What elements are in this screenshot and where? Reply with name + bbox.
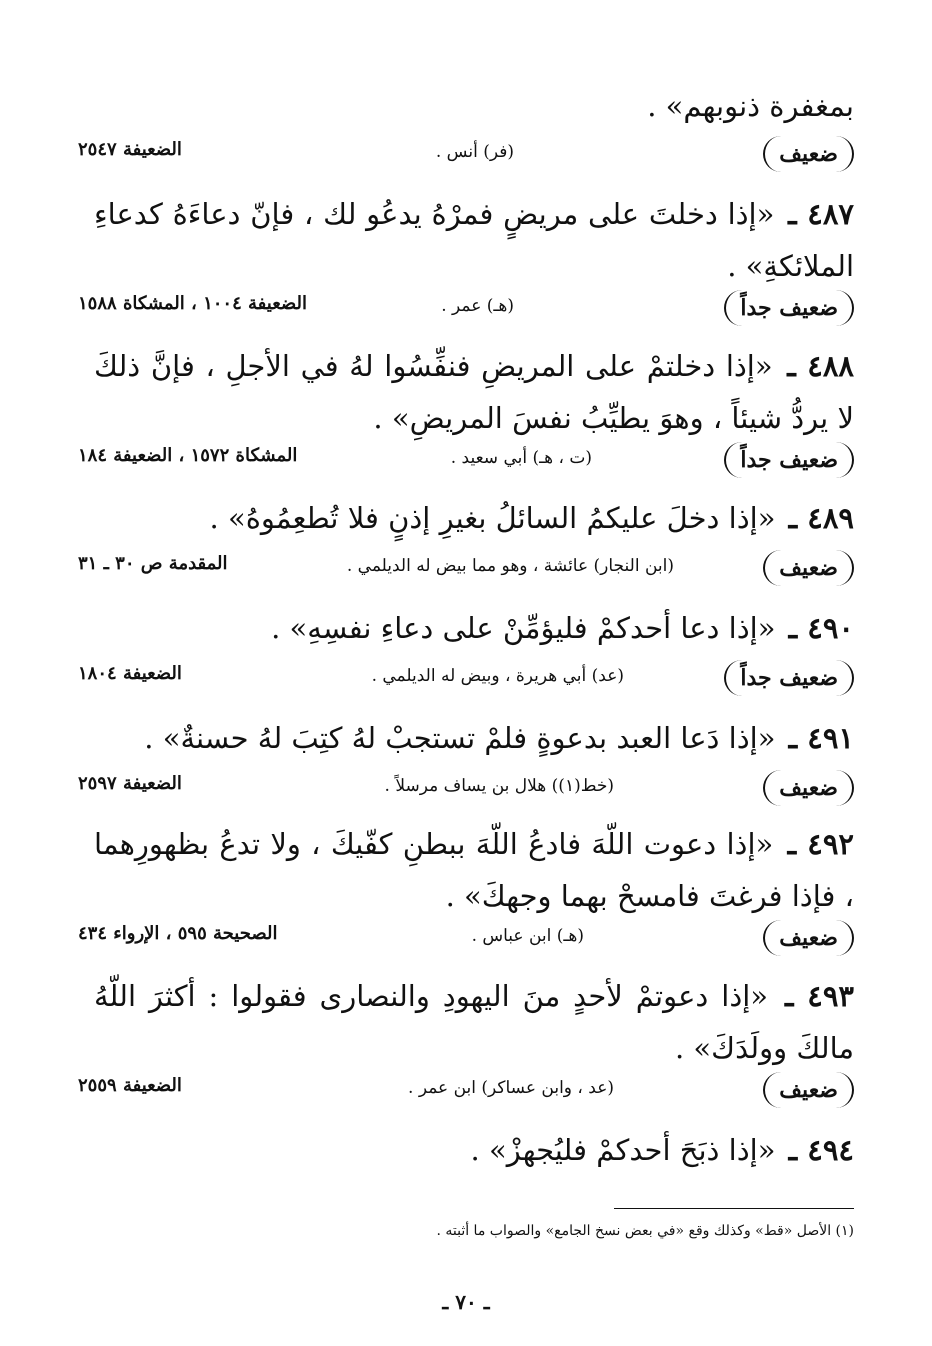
reference-label: الضعيفة ٢٥٥٩	[78, 1075, 182, 1096]
hadith-494	[94, 1124, 854, 1176]
footnote-divider	[614, 1208, 854, 1209]
grade-label: ضعيف	[763, 1072, 854, 1108]
entry-meta	[78, 136, 854, 176]
hadith-491	[94, 712, 854, 764]
hadith-number: ٤٨٨ ـ	[787, 349, 854, 383]
source-label: (عد ، وابن عساكر) ابن عمر .	[408, 1078, 614, 1098]
grade-label: ضعيف جداً	[724, 290, 854, 326]
hadith-text: «إذا دعوت اللّهَ فادعُ اللّهَ ببطنِ كفّيكَ ، ولا تدعُ بظهورِهما ، فإذا فرغتَ فامسحْ بهما وجهكَ» .	[94, 827, 854, 913]
source-label: (خط(١)) هلال بن يساف مرسلاً .	[384, 776, 614, 796]
source-label: (هـ) عمر .	[441, 296, 514, 316]
hadith-number: ٤٩١ ـ	[788, 721, 854, 755]
hadith-number: ٤٨٧ ـ	[788, 197, 855, 231]
footnote: (١) الأصل «قط» وكذلك وقع «في بعض نسخ الجامع» والصواب ما أثبته .	[436, 1223, 854, 1239]
reference-label: الضعيفة ٢٥٩٧	[78, 773, 182, 794]
grade-label: ضعيف جداً	[724, 442, 854, 478]
source-label: (ابن النجار) عائشة ، وهو مما بيض له الديلمي .	[346, 556, 674, 576]
hadith-487	[94, 188, 854, 292]
entry-meta	[78, 550, 854, 590]
hadith-493	[94, 970, 854, 1074]
reference-label: المشكاة ١٥٧٢ ، الضعيفة ١٨٤	[78, 445, 298, 466]
entry-meta	[78, 290, 854, 330]
entry-meta	[78, 660, 854, 700]
reference-label: الضعيفة ١٠٠٤ ، المشكاة ١٥٨٨	[78, 293, 307, 314]
hadith-text: «إذا ذبَحَ أحدكمْ فليُجهزْ» .	[470, 1133, 776, 1167]
reference-label: المقدمة ص ٣٠ ـ ٣١	[78, 553, 228, 574]
opening-line: بمغفرة ذنوبهم» .	[647, 89, 854, 123]
hadith-488	[94, 340, 854, 444]
hadith-490	[94, 602, 854, 654]
hadith-text: «إذا دخلتَ على مريضٍ فمرْهُ يدعُو لك ، فإنّ دعاءَهُ كدعاءِ الملائكةِ» .	[94, 197, 854, 283]
hadith-number: ٤٩٢ ـ	[787, 827, 855, 861]
hadith-text: «إذا دخلَ عليكمُ السائلُ بغيرِ إذنٍ فلا تُطعِمُوهُ» .	[209, 501, 776, 535]
reference-label: الضعيفة ١٨٠٤	[78, 663, 182, 684]
grade-label: ضعيف	[763, 770, 854, 806]
hadith-text: «إذا دعوتمْ لأحدٍ منَ اليهودِ والنصارى فقولوا : أكثرَ اللّهُ مالكَ وولَدَكَ» .	[94, 979, 854, 1065]
page-number: ـ ٧٠ ـ	[442, 1290, 490, 1314]
grade-label: ضعيف	[763, 550, 854, 586]
hadith-text: «إذا دَعا العبد بدعوةٍ فلمْ تستجبْ لهُ كتِبَ لهُ حسنةٌ» .	[144, 721, 776, 755]
hadith-number: ٤٨٩ ـ	[788, 501, 854, 535]
source-label: (فر) أنس .	[435, 142, 514, 162]
source-label: (هـ) ابن عباس .	[471, 926, 584, 946]
hadith-489	[94, 492, 854, 544]
hadith-number: ٤٩٤ ـ	[788, 1133, 854, 1167]
entry-meta	[78, 442, 854, 482]
entry-meta	[78, 1072, 854, 1112]
hadith-492	[94, 818, 854, 922]
hadith-text: «إذا دخلتمْ على المريضِ فنفِّسُوا لهُ في الأجلِ ، فإنَّ ذلكَ لا يردُّ شيئاً ، وهوَ يطيِّبُ نفسَ المريضِ» .	[94, 349, 854, 435]
entry-meta	[78, 920, 854, 960]
grade-label: ضعيف	[763, 920, 854, 956]
entry-meta	[78, 770, 854, 810]
hadith-number: ٤٩٠ ـ	[788, 611, 854, 645]
grade-label: ضعيف جداً	[724, 660, 854, 696]
hadith-text: «إذا دعا أحدكمْ فليؤمِّنْ على دعاءِ نفسِهِ» .	[271, 611, 776, 645]
grade-label: ضعيف	[763, 136, 854, 172]
reference-label: الضعيفة ٢٥٤٧	[78, 139, 182, 160]
reference-label: الصحيحة ٥٩٥ ، الإرواء ٤٣٤	[78, 923, 278, 944]
hadith-number: ٤٩٣ ـ	[784, 979, 855, 1013]
source-label: (ت ، هـ) أبي سعيد .	[450, 448, 592, 468]
source-label: (عد) أبي هريرة ، وبيض له الديلمي .	[371, 666, 624, 686]
